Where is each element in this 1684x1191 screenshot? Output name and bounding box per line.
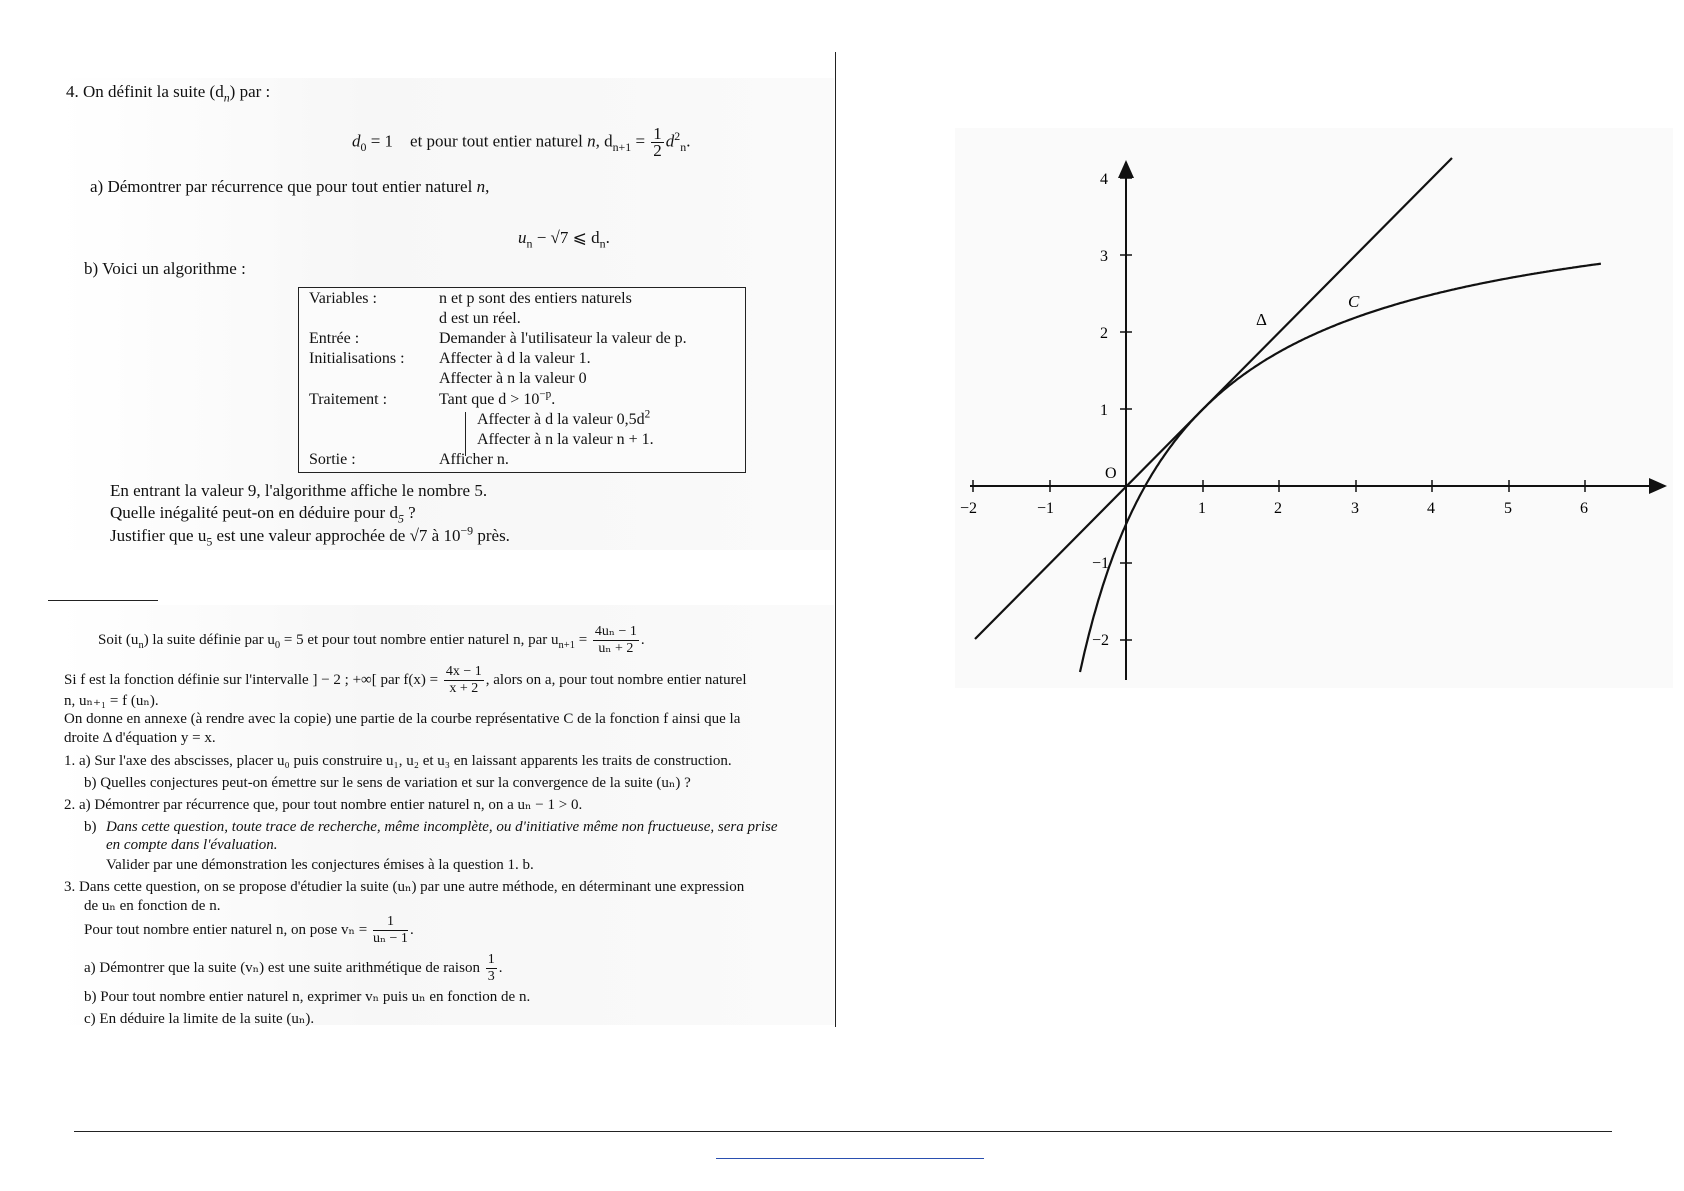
- algo-sortie: Afficher n.: [439, 451, 509, 468]
- exercise-separator: [48, 600, 158, 601]
- exercise-intro: Soit $(u_n)$ la suite définie par $u_0 = 5$ et pour tout nombre entier naturel n, par $u_{n+1}$ = $\frac{\text{4uₙ − 1}}{\text{uₙ + 2}}$ .: [98, 624, 645, 656]
- algo-variables-label: Variables :: [309, 290, 377, 307]
- x-tick-label: 4: [1427, 500, 1435, 517]
- question-3-line-2: de uₙ en fonction de n.: [84, 898, 221, 914]
- question-2b-line-1: Dans cette question, toute trace de recherche, même incomplète, ou d'initiative même non fructueuse, sera prise: [106, 819, 778, 835]
- algorithm-box: [298, 287, 746, 473]
- question-3-line-3: Pour tout nombre entier naturel n, on pose vₙ = $\frac{1}{\text{uₙ − 1}}$ .: [84, 914, 414, 946]
- y-tick-label: 4: [1100, 171, 1108, 188]
- y-tick-label: 2: [1100, 325, 1108, 342]
- question-2a: 2. a) Démontrer par récurrence que, pour tout nombre entier naturel n, on a uₙ − 1 > 0.: [64, 797, 583, 813]
- algo-result-line-1: En entrant la valeur 9, l'algorithme affiche le nombre 5.: [110, 481, 488, 500]
- algo-variables-2: d est un réel.: [439, 310, 521, 327]
- algo-trait-1: Tant que $d > 10^{-p}$.: [439, 388, 556, 408]
- annex-line-1: On donne en annexe (à rendre avec la copie) une partie de la courbe représentative C de la fonction f ainsi que la: [64, 711, 741, 727]
- curve-c: [1080, 264, 1601, 672]
- algo-trait-2: Affecter à d la valeur $0,5d^2$: [477, 408, 651, 428]
- y-tick-label: −2: [1092, 632, 1110, 649]
- question-3a: a) Démontrer que la suite (vₙ) est une suite arithmétique de raison $\frac{1}{3}$ .: [84, 952, 503, 984]
- question-2b-label: b): [84, 819, 97, 835]
- x-tick-label: 3: [1351, 500, 1359, 517]
- question-4b: b) Voici un algorithme :: [84, 259, 246, 278]
- x-tick-label: 6: [1580, 500, 1588, 517]
- algo-sortie-label: Sortie :: [309, 451, 356, 468]
- origin-label: O: [1105, 465, 1117, 482]
- question-1a: 1. a) Sur l'axe des abscisses, placer u₀ puis construire u₁, u₂ et u₃ en laissant apparents les traits de construction.: [64, 753, 732, 769]
- question-3c: c) En déduire la limite de la suite (uₙ).: [84, 1011, 315, 1027]
- delta-label: Δ: [1256, 310, 1267, 329]
- algo-entree-label: Entrée :: [309, 330, 360, 347]
- function-graph: [940, 150, 1680, 690]
- x-tick-label: −2: [960, 500, 978, 517]
- algo-trait-label: Traitement :: [309, 391, 388, 408]
- question-3b: b) Pour tout nombre entier naturel n, exprimer vₙ puis uₙ en fonction de n.: [84, 989, 531, 1005]
- inequality-formula: $u_n - √7$ ⩽ $d_n$.: [518, 228, 610, 251]
- curve-label: C: [1348, 292, 1360, 311]
- function-relation: n, uₙ₊₁ = f (uₙ).: [64, 693, 159, 709]
- question-1b: b) Quelles conjectures peut-on émettre sur le sens de variation et sur la convergence de la suite (uₙ) ?: [84, 775, 691, 791]
- y-tick-label: 3: [1100, 248, 1108, 265]
- algo-trait-3: Affecter à n la valeur n + 1.: [477, 431, 654, 448]
- question-3-line-1: 3. Dans cette question, on se propose d'étudier la suite (uₙ) par une autre méthode, en déterminant une expression: [64, 879, 745, 895]
- column-divider: [835, 52, 836, 1027]
- function-definition: Si f est la fonction définie sur l'intervalle ] − 2 ; +∞[ par f(x) = $\frac{4x - 1}{x + 2}$ , alors on a, pour tout nombre entier naturel: [64, 664, 747, 696]
- x-tick-label: 2: [1274, 500, 1282, 517]
- question-4a: a) Démontrer par récurrence que pour tout entier naturel n,: [90, 177, 490, 196]
- algo-init-label: Initialisations :: [309, 350, 405, 367]
- footer-link[interactable]: [716, 1158, 984, 1159]
- algo-variables-1: n et p sont des entiers naturels: [439, 290, 632, 307]
- algo-init-1: Affecter à d la valeur 1.: [439, 350, 591, 367]
- algo-init-2: Affecter à n la valeur 0: [439, 370, 587, 387]
- algo-result-line-2: Quelle inégalité peut-on en déduire pour $d_5$ ?: [110, 503, 416, 526]
- question-4-heading: 4. On définit la suite $(d_n)$ par :: [66, 82, 271, 105]
- algo-loop-bar: [465, 412, 466, 456]
- x-tick-label: −1: [1037, 500, 1055, 517]
- question-2b-line-2: en compte dans l'évaluation.: [106, 837, 278, 853]
- algo-result-line-3: Justifier que $u_5$ est une valeur approchée de √7 à $10^{-9}$ près.: [110, 523, 510, 549]
- sequence-definition-formula: $d_0 = 1$ et pour tout entier naturel n, $d_{n+1}$ = $\frac{1}{2}$ $d^2_n$.: [352, 124, 691, 160]
- annex-line-2: droite Δ d'équation y = x.: [64, 730, 216, 746]
- x-tick-label: 1: [1198, 500, 1206, 517]
- question-2b-line-3: Valider par une démonstration les conjectures émises à la question 1. b.: [106, 857, 534, 873]
- y-tick-label: 1: [1100, 402, 1108, 419]
- footer-rule: [74, 1131, 1612, 1132]
- algo-entree: Demander à l'utilisateur la valeur de p.: [439, 330, 687, 347]
- x-tick-label: 5: [1504, 500, 1512, 517]
- y-tick-label: −1: [1092, 555, 1110, 572]
